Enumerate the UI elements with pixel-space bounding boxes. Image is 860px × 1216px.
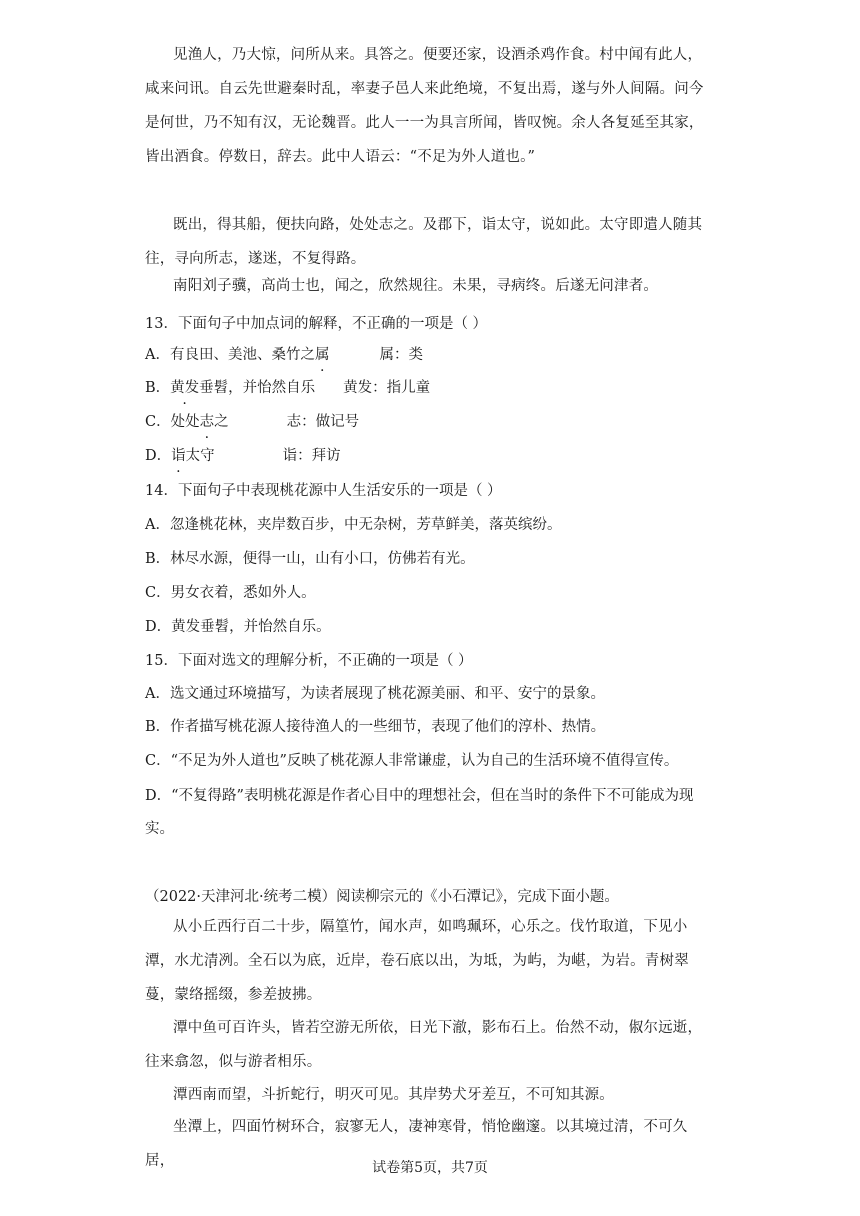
question-15-option-b: B．作者描写桃花源人接待渔人的一些细节，表现了他们的淳朴、热情。	[145, 719, 606, 735]
dotted-word: 志	[199, 414, 215, 430]
question-14-option-c: C．男女衣着，悉如外人。	[145, 585, 316, 601]
option-gloss: 志：做记号	[286, 414, 360, 430]
question-14-option-d: D．黄发垂髫，并怡然自乐。	[145, 619, 331, 635]
question-13-option-a	[145, 343, 423, 364]
question-15-option-c: C．“不足为外人道也”反映了桃花源人非常谦虚，认为自己的生活环境不值得宣传。	[145, 753, 679, 769]
option-text: 之	[214, 414, 229, 430]
dotted-word: 尤 .	[189, 953, 204, 969]
dotted-word: 诣	[171, 448, 186, 464]
question-15-stem: 15．下面对选文的理解分析，不正确的一项是（ ）	[145, 653, 473, 669]
question-14-option-b: B．林尽水源，便得一山，山有小口，仿佛若有光。	[145, 551, 475, 567]
option-gloss: 诣：拜访	[282, 448, 341, 464]
question-13-option-b	[145, 376, 430, 397]
option-text: 处处	[170, 414, 200, 430]
question-13-option-d	[145, 444, 341, 465]
question-15-option-d: D．“不复得路”表明桃花源是作者心目中的理想社会，但在当时的条件下不可能成为现	[145, 788, 694, 804]
passage2-paragraph-3: 潭西南而望，斗折蛇行，明灭可见。其岸势犬牙差互，不可知其源。	[173, 1087, 614, 1103]
option-label: A．	[145, 347, 170, 363]
passage1-paragraph-1: 见渔人，乃大惊，问所从来。具答之。便要还家，设酒杀鸡作食。村中闻有此人，咸来问讯。自云先世避秦时乱，率妻子邑人来此绝境，不复出焉，遂与外人间隔。问今是何世，乃不知有汉，无论魏晋。此人一一为具言所闻，皆叹惋。余人各复延至其家，皆出酒食。停数日，辞去。此中人语云：“不足为外人道也。”	[145, 47, 704, 165]
option-text: 有良田、美池、桑竹之	[169, 347, 315, 363]
option-gloss: 属：类	[379, 347, 423, 363]
question-13-option-c	[145, 410, 359, 431]
dotted-word: 属	[314, 347, 330, 363]
question-14-option-a: A．忽逢桃花林，夹岸数百步，中无杂树，芳草鲜美，落英缤纷。	[145, 517, 562, 533]
question-15-option-d-cont: 实。	[145, 821, 174, 837]
passage2-paragraph-2: 潭中鱼可百许头，皆若空游无所依，日光下澈，影布石上。佁然不动，俶尔远逝，往来翕忽，似与游者相乐。	[145, 1020, 703, 1070]
passage2-intro: （2022·天津河北·统考二模）阅读柳宗元的《小石潭记》，完成下面小题。	[145, 889, 619, 905]
option-label: B．	[145, 380, 171, 396]
option-label: C．	[145, 414, 171, 430]
option-label: D．	[145, 448, 172, 464]
question-15-option-a: A．选文通过环境描写，为读者展现了桃花源美丽、和平、安宁的景象。	[145, 686, 605, 702]
option-gloss: 黄发：指儿童	[343, 380, 431, 396]
text: 从小丘西行百二十步，隔篁竹，闻水声，如鸣珮环，心乐之。伐竹取道，下见小潭，水	[145, 919, 688, 969]
page-footer: 试卷第5页，共7页	[372, 1160, 488, 1176]
option-text: 垂髫，并怡然自乐	[199, 380, 316, 396]
text: 清冽。全石以为底，近岸，卷石底以出，为坻，为屿，为嵁，为岩。青树翠蔓，蒙络摇缀，参差披拂。	[145, 953, 689, 1003]
passage1-paragraph-3: 南阳刘子骥，高尚士也，闻之，欣然规往。未果，寻病终。后遂无问津者。	[173, 278, 659, 294]
option-text: 太守	[185, 448, 215, 464]
question-14-stem: 14．下面句子中表现桃花源中人生活安乐的一项是（ ）	[145, 483, 502, 499]
passage1-paragraph-2: 既出，得其船，便扶向路，处处志之。及郡下，诣太守，说如此。太守即遣人随其往，寻向所志，遂迷，不复得路。	[145, 217, 703, 267]
passage2-paragraph-4: 坐潭上，四面竹树环合，寂寥无人，凄神寒骨，悄怆幽邃。以其境过清，不可久居，	[145, 1119, 688, 1169]
dotted-word: 黄发	[170, 380, 200, 396]
passage2-paragraph-1	[145, 910, 715, 1012]
question-13-stem: 13．下面句子中加点词的解释，不正确的一项是（ ）	[145, 316, 488, 332]
